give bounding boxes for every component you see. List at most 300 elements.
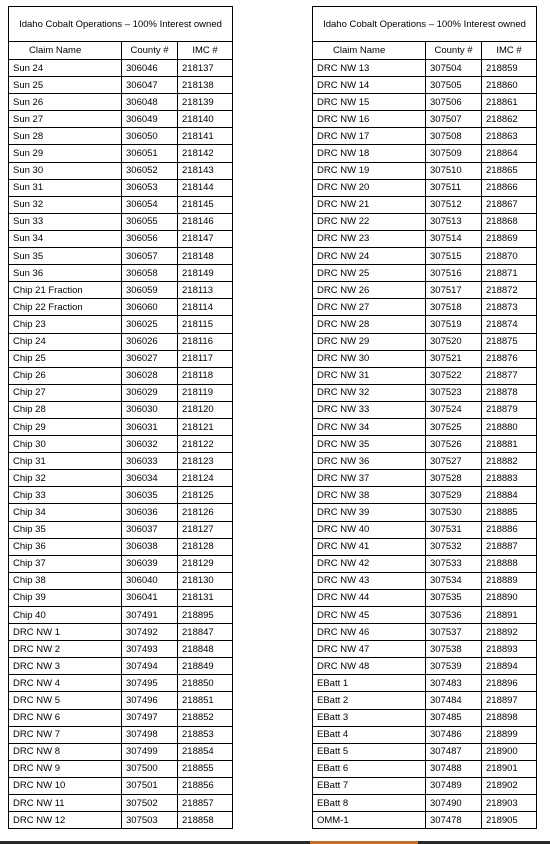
imc-number-cell: 218882 [482,453,537,470]
claim-name-cell: Chip 34 [9,504,122,521]
imc-number-cell: 218885 [482,504,537,521]
imc-number-cell: 218886 [482,521,537,538]
imc-number-cell: 218858 [178,812,233,829]
imc-number-cell: 218854 [178,743,233,760]
county-number-cell: 307491 [122,607,178,624]
claim-name-cell: DRC NW 28 [313,316,426,333]
claim-name-cell: Chip 31 [9,453,122,470]
county-number-cell: 307484 [426,692,482,709]
table-row [313,248,537,265]
table-row [313,453,537,470]
county-number-cell: 306031 [122,418,178,435]
table-row [313,299,537,316]
claim-name-cell: DRC NW 5 [9,692,122,709]
claim-name-cell: Sun 27 [9,111,122,128]
imc-number-cell: 218889 [482,572,537,589]
county-number-cell: 306037 [122,521,178,538]
county-number-cell: 307515 [426,248,482,265]
table-row [313,145,537,162]
table-title: Idaho Cobalt Operations – 100% Interest owned [9,7,233,42]
imc-number-cell: 218144 [178,179,233,196]
claim-name-cell: EBatt 2 [313,692,426,709]
table-row [9,521,233,538]
imc-number-cell: 218128 [178,538,233,555]
claim-name-cell: DRC NW 19 [313,162,426,179]
table-row [313,521,537,538]
county-number-cell: 307539 [426,658,482,675]
county-number-cell: 307537 [426,624,482,641]
claim-name-cell: DRC NW 25 [313,265,426,282]
imc-number-cell: 218860 [482,77,537,94]
imc-number-cell: 218126 [178,504,233,521]
imc-number-cell: 218876 [482,350,537,367]
table-row [313,162,537,179]
table-row [313,777,537,794]
claim-name-cell: DRC NW 13 [313,60,426,77]
claim-name-cell: Sun 24 [9,60,122,77]
claim-name-cell: Chip 35 [9,521,122,538]
table-row [313,179,537,196]
imc-number-cell: 218865 [482,162,537,179]
table-row [9,760,233,777]
claim-name-cell: EBatt 7 [313,777,426,794]
claim-name-cell: EBatt 8 [313,795,426,812]
imc-number-cell: 218130 [178,572,233,589]
column-header-imc-number: IMC # [178,42,233,60]
imc-number-cell: 218116 [178,333,233,350]
table-row [9,282,233,299]
table-title: Idaho Cobalt Operations – 100% Interest owned [313,7,537,42]
claim-name-cell: EBatt 6 [313,760,426,777]
county-number-cell: 307500 [122,760,178,777]
county-number-cell: 306040 [122,572,178,589]
county-number-cell: 307490 [426,795,482,812]
imc-number-cell: 218127 [178,521,233,538]
imc-number-cell: 218869 [482,230,537,247]
imc-number-cell: 218891 [482,607,537,624]
claim-name-cell: Chip 33 [9,487,122,504]
claim-name-cell: DRC NW 45 [313,607,426,624]
county-number-cell: 307489 [426,777,482,794]
county-number-cell: 306025 [122,316,178,333]
imc-number-cell: 218137 [178,60,233,77]
county-number-cell: 306033 [122,453,178,470]
table-row [9,128,233,145]
imc-number-cell: 218890 [482,589,537,606]
county-number-cell: 307526 [426,436,482,453]
county-number-cell: 307525 [426,418,482,435]
table-row [9,726,233,743]
claim-name-cell: EBatt 5 [313,743,426,760]
claim-name-cell: Chip 29 [9,418,122,435]
claim-name-cell: Chip 38 [9,572,122,589]
claim-name-cell: Sun 33 [9,213,122,230]
claim-name-cell: Chip 24 [9,333,122,350]
county-number-cell: 306052 [122,162,178,179]
county-number-cell: 306059 [122,282,178,299]
imc-number-cell: 218855 [178,760,233,777]
table-row [313,709,537,726]
county-number-cell: 307517 [426,282,482,299]
table-row [9,196,233,213]
imc-number-cell: 218877 [482,367,537,384]
table-row [313,60,537,77]
claim-name-cell: Sun 28 [9,128,122,145]
claim-name-cell: DRC NW 31 [313,367,426,384]
imc-number-cell: 218888 [482,555,537,572]
claim-name-cell: DRC NW 37 [313,470,426,487]
table-row [313,572,537,589]
imc-number-cell: 218871 [482,265,537,282]
table-row [9,316,233,333]
table-row [313,230,537,247]
county-number-cell: 306034 [122,470,178,487]
claim-name-cell: DRC NW 14 [313,77,426,94]
county-number-cell: 307486 [426,726,482,743]
imc-number-cell: 218119 [178,384,233,401]
imc-number-cell: 218887 [482,538,537,555]
county-number-cell: 307506 [426,94,482,111]
table-row [9,401,233,418]
imc-number-cell: 218849 [178,658,233,675]
imc-number-cell: 218868 [482,213,537,230]
imc-number-cell: 218140 [178,111,233,128]
imc-number-cell: 218118 [178,367,233,384]
county-number-cell: 307528 [426,470,482,487]
claim-name-cell: DRC NW 48 [313,658,426,675]
table-row [313,675,537,692]
imc-number-cell: 218146 [178,213,233,230]
imc-number-cell: 218114 [178,299,233,316]
imc-number-cell: 218899 [482,726,537,743]
claim-name-cell: DRC NW 2 [9,641,122,658]
claim-name-cell: DRC NW 22 [313,213,426,230]
claims-table-right [312,6,537,829]
table-row [9,777,233,794]
county-number-cell: 307501 [122,777,178,794]
claim-name-cell: Chip 37 [9,555,122,572]
imc-number-cell: 218122 [178,436,233,453]
claim-name-cell: EBatt 3 [313,709,426,726]
imc-number-cell: 218141 [178,128,233,145]
claim-name-cell: DRC NW 36 [313,453,426,470]
table-row [313,384,537,401]
table-row [313,692,537,709]
imc-number-cell: 218125 [178,487,233,504]
imc-number-cell: 218149 [178,265,233,282]
table-row [313,94,537,111]
county-number-cell: 307535 [426,589,482,606]
claim-name-cell: Chip 28 [9,401,122,418]
imc-number-cell: 218129 [178,555,233,572]
imc-number-cell: 218138 [178,77,233,94]
county-number-cell: 306051 [122,145,178,162]
table-row [9,179,233,196]
claim-name-cell: DRC NW 11 [9,795,122,812]
county-number-cell: 307502 [122,795,178,812]
table-row [313,743,537,760]
table-row [313,812,537,829]
table-row [9,504,233,521]
imc-number-cell: 218148 [178,248,233,265]
county-number-cell: 307507 [426,111,482,128]
county-number-cell: 307503 [122,812,178,829]
table-row [9,60,233,77]
county-number-cell: 306047 [122,77,178,94]
county-number-cell: 307516 [426,265,482,282]
imc-number-cell: 218145 [178,196,233,213]
imc-number-cell: 218883 [482,470,537,487]
county-number-cell: 307523 [426,384,482,401]
table-row [313,196,537,213]
claim-name-cell: EBatt 1 [313,675,426,692]
claim-name-cell: Chip 21 Fraction [9,282,122,299]
county-number-cell: 306050 [122,128,178,145]
county-number-cell: 306026 [122,333,178,350]
claim-name-cell: Chip 27 [9,384,122,401]
imc-number-cell: 218897 [482,692,537,709]
county-number-cell: 307512 [426,196,482,213]
claim-name-cell: Chip 40 [9,607,122,624]
claim-name-cell: DRC NW 3 [9,658,122,675]
imc-number-cell: 218878 [482,384,537,401]
table-row [313,128,537,145]
imc-number-cell: 218900 [482,743,537,760]
table-row [313,589,537,606]
county-number-cell: 307519 [426,316,482,333]
claim-name-cell: Sun 36 [9,265,122,282]
claim-name-cell: OMM-1 [313,812,426,829]
imc-number-cell: 218856 [178,777,233,794]
county-number-cell: 307508 [426,128,482,145]
county-number-cell: 306030 [122,401,178,418]
table-row [313,607,537,624]
county-number-cell: 307536 [426,607,482,624]
imc-number-cell: 218852 [178,709,233,726]
claim-name-cell: DRC NW 9 [9,760,122,777]
table-row [313,213,537,230]
county-number-cell: 307499 [122,743,178,760]
claim-name-cell: DRC NW 17 [313,128,426,145]
table-row [313,487,537,504]
table-row [9,624,233,641]
imc-number-cell: 218881 [482,436,537,453]
table-body [9,60,233,829]
county-number-cell: 307492 [122,624,178,641]
county-number-cell: 307527 [426,453,482,470]
table-row [9,607,233,624]
claim-name-cell: DRC NW 34 [313,418,426,435]
table-row [313,795,537,812]
table-row [9,145,233,162]
imc-number-cell: 218892 [482,624,537,641]
table-row [9,213,233,230]
imc-number-cell: 218848 [178,641,233,658]
claim-name-cell: DRC NW 21 [313,196,426,213]
claim-name-cell: DRC NW 38 [313,487,426,504]
table-row [313,658,537,675]
imc-number-cell: 218893 [482,641,537,658]
county-number-cell: 307522 [426,367,482,384]
claim-name-cell: Sun 35 [9,248,122,265]
imc-number-cell: 218895 [178,607,233,624]
claim-name-cell: DRC NW 20 [313,179,426,196]
claim-name-cell: DRC NW 7 [9,726,122,743]
county-number-cell: 307494 [122,658,178,675]
claim-name-cell: DRC NW 6 [9,709,122,726]
claim-name-cell: Sun 34 [9,230,122,247]
table-row [9,572,233,589]
table-row [9,350,233,367]
claim-name-cell: Sun 25 [9,77,122,94]
county-number-cell: 306028 [122,367,178,384]
county-number-cell: 306056 [122,230,178,247]
county-number-cell: 307533 [426,555,482,572]
county-number-cell: 306038 [122,538,178,555]
table-row [9,487,233,504]
table-row [313,760,537,777]
table-row [9,265,233,282]
county-number-cell: 307534 [426,572,482,589]
county-number-cell: 306057 [122,248,178,265]
imc-number-cell: 218139 [178,94,233,111]
imc-number-cell: 218867 [482,196,537,213]
imc-number-cell: 218143 [178,162,233,179]
county-number-cell: 307495 [122,675,178,692]
claim-name-cell: DRC NW 8 [9,743,122,760]
claim-name-cell: DRC NW 43 [313,572,426,589]
table-row [313,282,537,299]
claim-name-cell: DRC NW 47 [313,641,426,658]
table-row [9,658,233,675]
imc-number-cell: 218862 [482,111,537,128]
county-number-cell: 306054 [122,196,178,213]
table-row [9,453,233,470]
county-number-cell: 306048 [122,94,178,111]
table-row [9,384,233,401]
county-number-cell: 307493 [122,641,178,658]
claim-name-cell: Chip 39 [9,589,122,606]
imc-number-cell: 218873 [482,299,537,316]
imc-number-cell: 218120 [178,401,233,418]
county-number-cell: 306029 [122,384,178,401]
county-number-cell: 307518 [426,299,482,316]
claim-name-cell: DRC NW 30 [313,350,426,367]
imc-number-cell: 218864 [482,145,537,162]
claim-name-cell: Sun 26 [9,94,122,111]
claim-name-cell: DRC NW 32 [313,384,426,401]
county-number-cell: 306060 [122,299,178,316]
county-number-cell: 307514 [426,230,482,247]
county-number-cell: 307529 [426,487,482,504]
county-number-cell: 307496 [122,692,178,709]
claim-name-cell: DRC NW 10 [9,777,122,794]
county-number-cell: 306032 [122,436,178,453]
table-row [9,538,233,555]
table-row [313,77,537,94]
claim-name-cell: Chip 23 [9,316,122,333]
county-number-cell: 307497 [122,709,178,726]
table-body [313,60,537,829]
imc-number-cell: 218894 [482,658,537,675]
claim-name-cell: DRC NW 39 [313,504,426,521]
county-number-cell: 307487 [426,743,482,760]
imc-number-cell: 218903 [482,795,537,812]
claim-name-cell: DRC NW 27 [313,299,426,316]
imc-number-cell: 218142 [178,145,233,162]
county-number-cell: 307530 [426,504,482,521]
table-row [9,675,233,692]
table-row [9,812,233,829]
imc-number-cell: 218123 [178,453,233,470]
claim-name-cell: DRC NW 24 [313,248,426,265]
imc-number-cell: 218905 [482,812,537,829]
claim-name-cell: Sun 31 [9,179,122,196]
column-header-imc-number: IMC # [482,42,537,60]
county-number-cell: 307498 [122,726,178,743]
claim-name-cell: Sun 30 [9,162,122,179]
imc-number-cell: 218859 [482,60,537,77]
county-number-cell: 306049 [122,111,178,128]
imc-number-cell: 218847 [178,624,233,641]
claims-table-left [8,6,233,829]
table-row [9,470,233,487]
imc-number-cell: 218117 [178,350,233,367]
county-number-cell: 307521 [426,350,482,367]
claim-name-cell: Chip 22 Fraction [9,299,122,316]
county-number-cell: 307510 [426,162,482,179]
claim-name-cell: DRC NW 16 [313,111,426,128]
table-row [9,230,233,247]
imc-number-cell: 218884 [482,487,537,504]
imc-number-cell: 218861 [482,94,537,111]
county-number-cell: 307531 [426,521,482,538]
imc-number-cell: 218863 [482,128,537,145]
table-row [313,350,537,367]
claim-name-cell: DRC NW 41 [313,538,426,555]
county-number-cell: 306039 [122,555,178,572]
county-number-cell: 307483 [426,675,482,692]
table-row [9,162,233,179]
county-number-cell: 307488 [426,760,482,777]
column-header-county-number: County # [122,42,178,60]
table-row [313,624,537,641]
table-row [9,111,233,128]
imc-number-cell: 218853 [178,726,233,743]
table-row [9,333,233,350]
imc-number-cell: 218875 [482,333,537,350]
table-row [313,111,537,128]
claim-name-cell: DRC NW 33 [313,401,426,418]
table-row [9,77,233,94]
imc-number-cell: 218874 [482,316,537,333]
table-row [313,555,537,572]
county-number-cell: 307478 [426,812,482,829]
imc-number-cell: 218850 [178,675,233,692]
county-number-cell: 307532 [426,538,482,555]
claim-name-cell: Chip 36 [9,538,122,555]
county-number-cell: 307513 [426,213,482,230]
imc-number-cell: 218147 [178,230,233,247]
claim-name-cell: DRC NW 12 [9,812,122,829]
imc-number-cell: 218113 [178,282,233,299]
imc-number-cell: 218896 [482,675,537,692]
table-row [9,555,233,572]
claim-name-cell: DRC NW 18 [313,145,426,162]
claim-name-cell: Chip 26 [9,367,122,384]
county-number-cell: 306046 [122,60,178,77]
table-row [9,743,233,760]
